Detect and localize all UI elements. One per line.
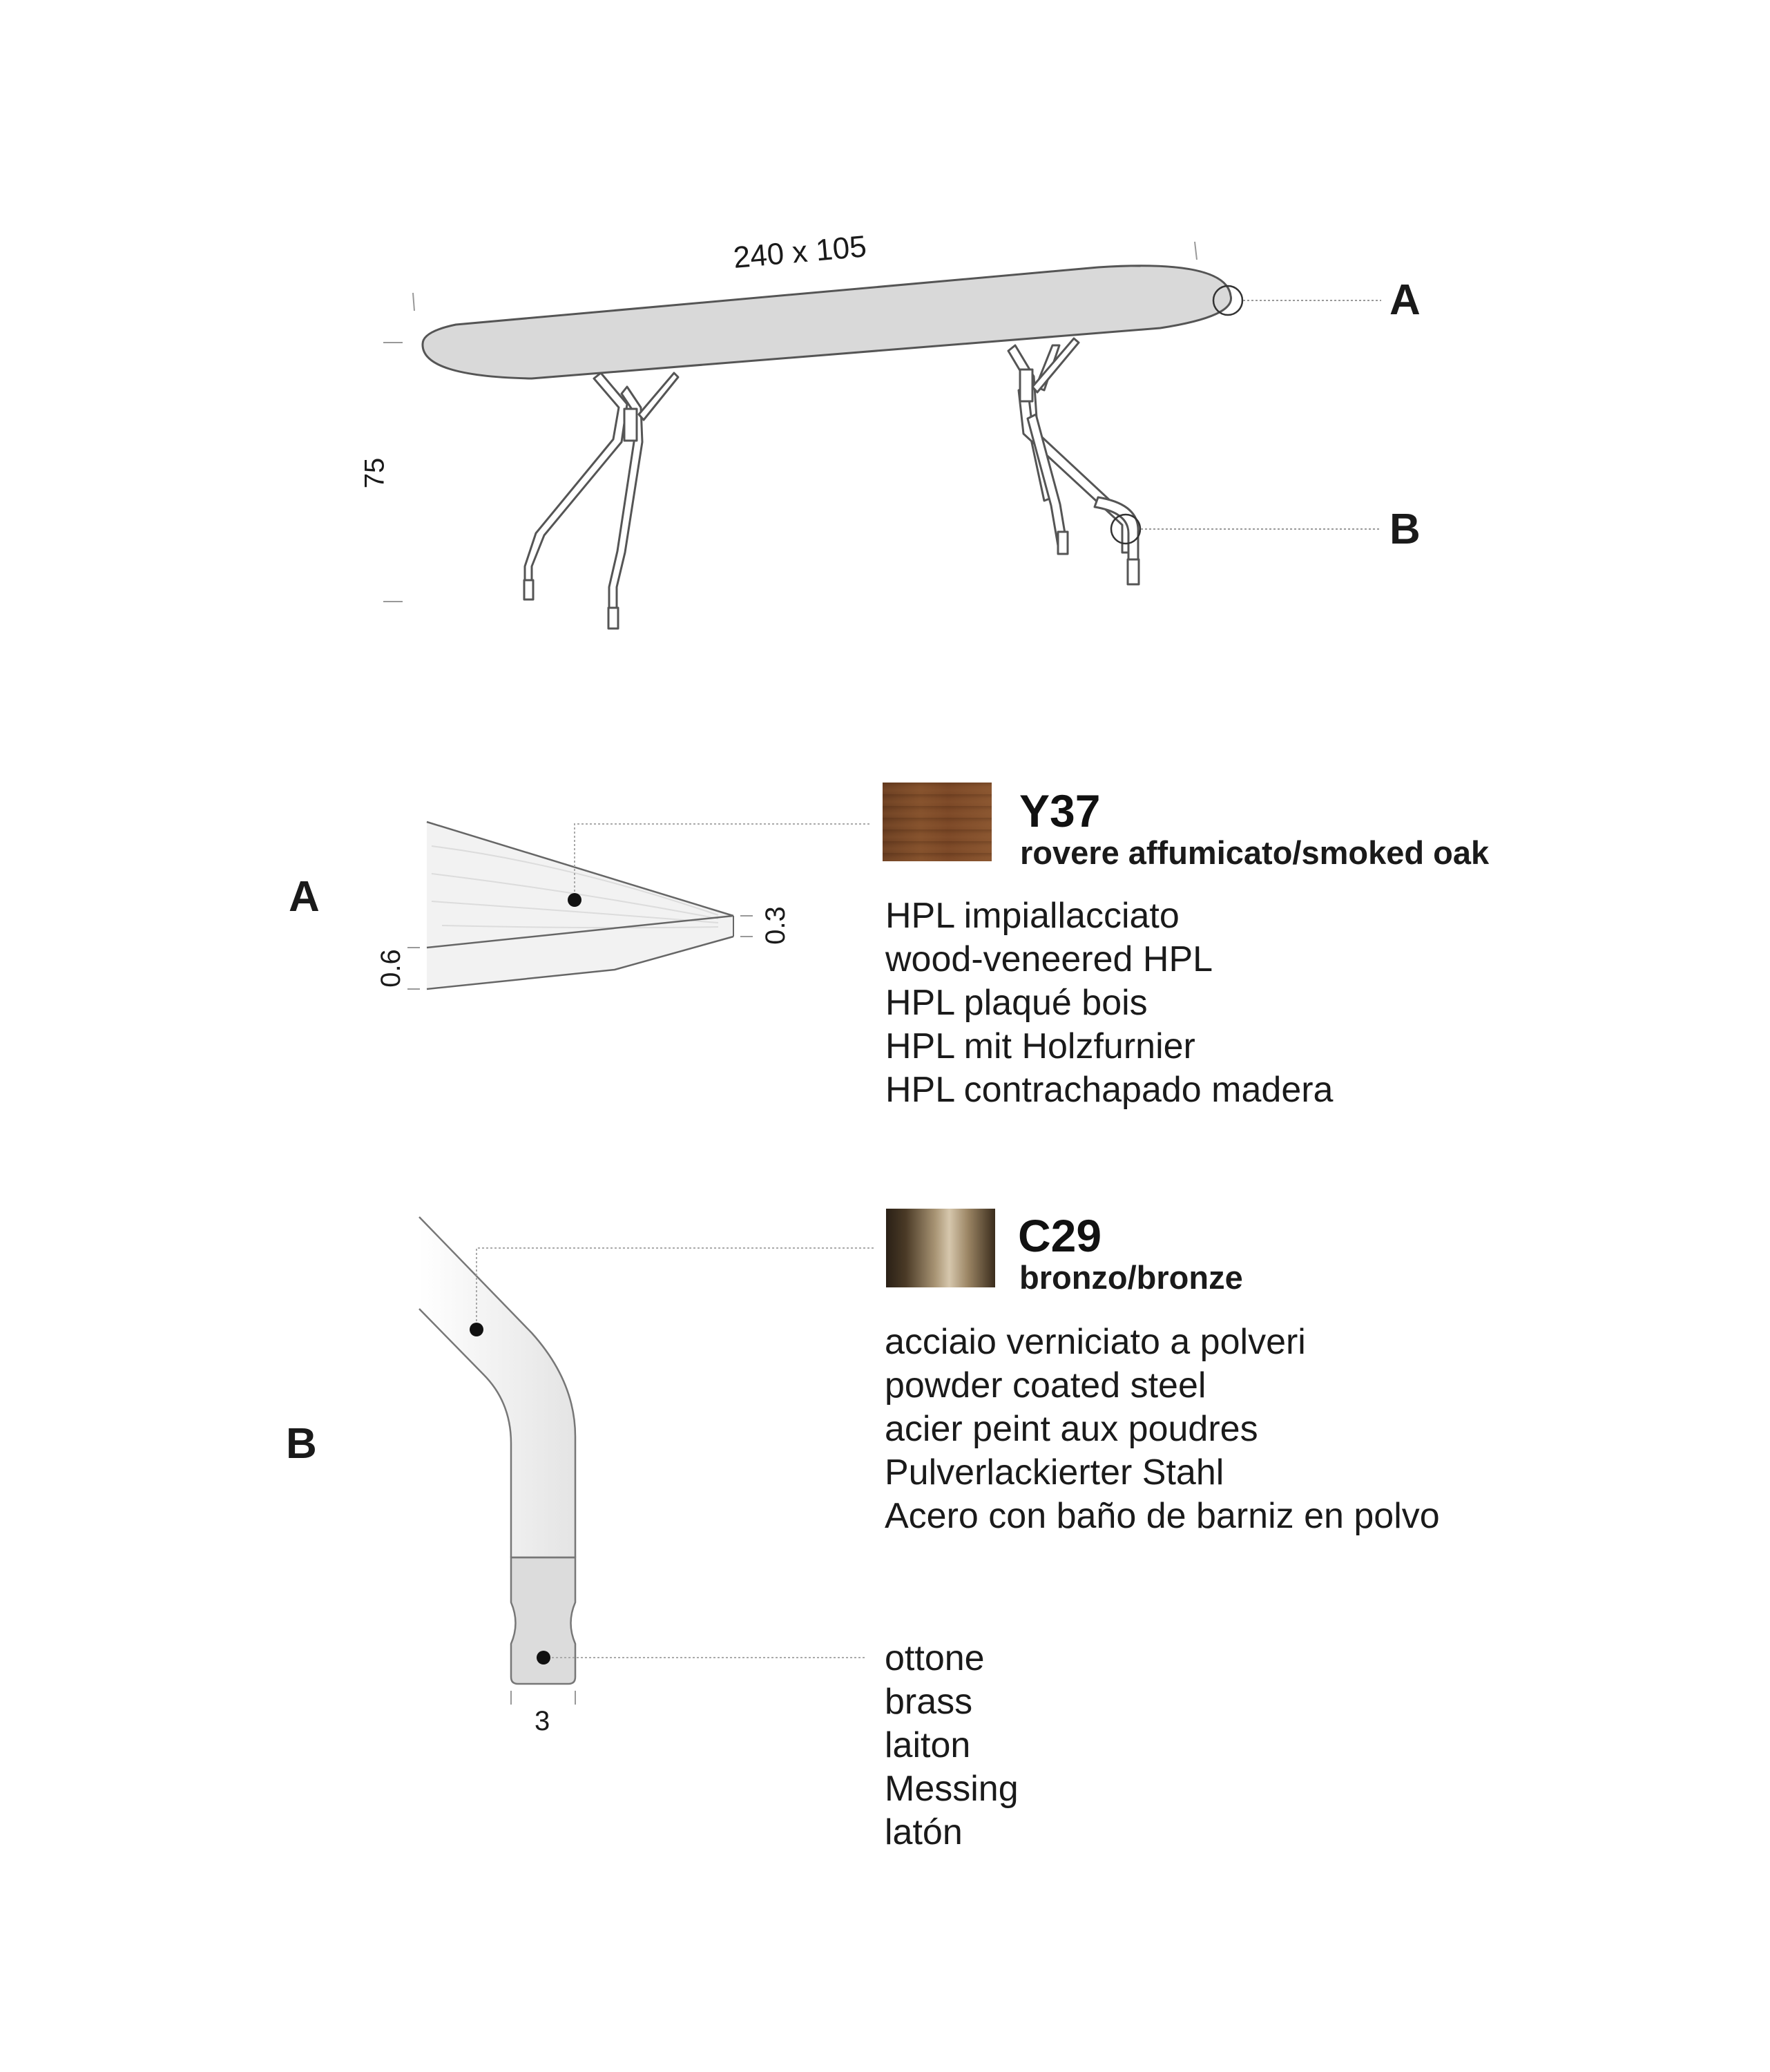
tabletop-size-label: 240 x 105 xyxy=(731,229,868,275)
leg-finish-code: C29 xyxy=(1018,1210,1102,1261)
brass-foot xyxy=(511,1557,575,1684)
callout-a-label: A xyxy=(1389,276,1421,324)
material-line: Messing xyxy=(885,1769,1019,1809)
material-line: wood-veneered HPL xyxy=(885,939,1213,979)
bronze-swatch xyxy=(886,1209,995,1287)
top-material-list xyxy=(885,894,1333,1112)
left-back-leg xyxy=(525,373,627,594)
top-thickness-dimension: 0.6 xyxy=(375,949,406,988)
top-finish-name: rovere affumicato/smoked oak xyxy=(1020,834,1490,871)
detail-b-leg-section xyxy=(419,1217,876,1705)
material-line: HPL impiallacciato xyxy=(885,896,1180,936)
material-line: HPL plaqué bois xyxy=(885,983,1148,1023)
foot-diameter-dimension: 3 xyxy=(535,1706,550,1736)
detail-a-marker xyxy=(568,893,581,907)
top-finish-code: Y37 xyxy=(1019,785,1101,836)
leg-material-list xyxy=(885,1321,1440,1538)
table-height-label: 75 xyxy=(359,457,390,489)
right-curved-foot xyxy=(1095,497,1138,566)
material-line: brass xyxy=(885,1682,973,1722)
material-line: HPL contrachapado madera xyxy=(885,1070,1334,1110)
foot-material-list xyxy=(885,1637,1019,1854)
detail-b-title: B xyxy=(286,1420,317,1468)
table-legs xyxy=(524,338,1139,629)
smoked-oak-swatch xyxy=(883,783,992,861)
material-line: ottone xyxy=(885,1638,985,1678)
material-line: latón xyxy=(885,1812,963,1852)
leg-tube xyxy=(419,1217,575,1557)
right-foot-b xyxy=(1128,559,1139,584)
leader-line-leg-finish xyxy=(477,1248,876,1330)
leg-finish-name: bronzo/bronze xyxy=(1019,1259,1243,1296)
detail-b-leg-marker xyxy=(470,1323,483,1336)
right-bracket xyxy=(1020,370,1032,401)
left-foot-b xyxy=(608,608,618,629)
right-foot-a xyxy=(1058,532,1068,554)
material-line: laiton xyxy=(885,1725,971,1765)
detail-a-title: A xyxy=(289,873,320,921)
detail-b-foot-marker xyxy=(537,1651,550,1665)
left-brace xyxy=(639,373,678,420)
callout-b-label: B xyxy=(1389,506,1421,553)
material-line: Pulverlackierter Stahl xyxy=(885,1452,1224,1493)
material-line: powder coated steel xyxy=(885,1365,1206,1406)
edge-thickness-dimension: 0.3 xyxy=(760,906,791,945)
material-line: Acero con baño de barniz en polvo xyxy=(885,1496,1440,1536)
tabletop xyxy=(423,266,1231,378)
material-line: acciaio verniciato a polveri xyxy=(885,1322,1306,1362)
detail-a-edge-section xyxy=(407,822,872,989)
material-line: acier peint aux poudres xyxy=(885,1409,1258,1449)
material-line: HPL mit Holzfurnier xyxy=(885,1026,1195,1066)
left-bracket xyxy=(624,409,637,441)
right-long-leg xyxy=(1028,414,1067,546)
left-foot-a xyxy=(524,580,533,599)
